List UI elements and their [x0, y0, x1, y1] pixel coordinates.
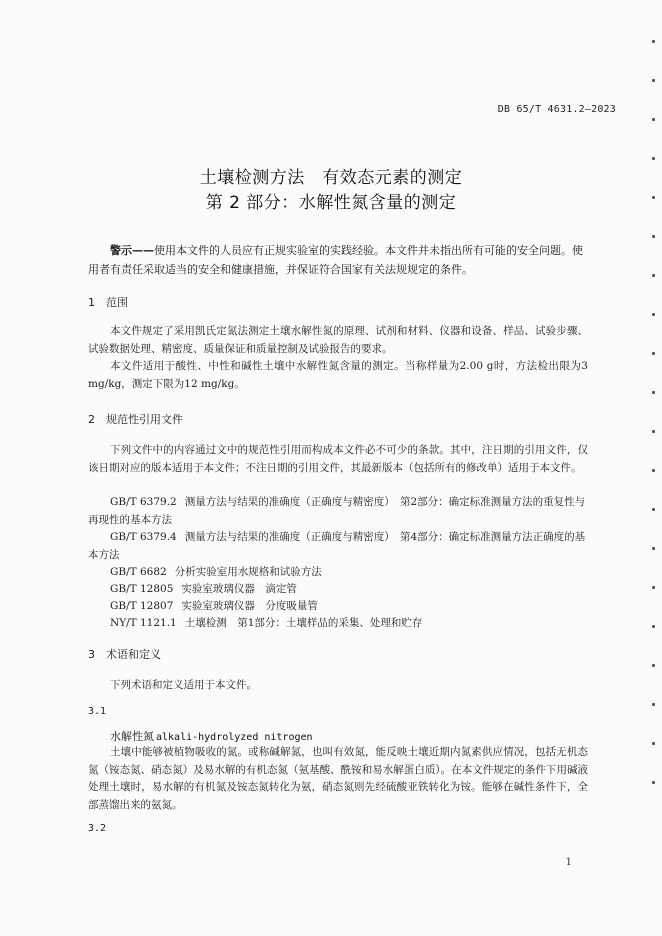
- reference-item: [88, 581, 588, 599]
- terms-intro: 下列术语和定义适用于本文件。: [110, 679, 257, 691]
- warning-lead: 警示——: [110, 244, 154, 257]
- section-number: 2: [88, 413, 95, 426]
- reference-code: GB/T 12807: [110, 600, 174, 612]
- term-number: 3.2: [88, 823, 107, 834]
- reference-code: NY/T 1121.1: [110, 617, 177, 629]
- section-2-heading: [88, 411, 183, 427]
- reference-code: GB/T 6682: [110, 566, 167, 578]
- term-number: 3.1: [88, 706, 107, 717]
- reference-item: [88, 494, 588, 529]
- document-title-line2: 第 2 部分：水解性氮含量的测定: [205, 193, 457, 213]
- term-name: [110, 728, 313, 744]
- reference-code: GB/T 12805: [110, 583, 174, 595]
- term-name-zh: 水解性氮: [110, 730, 154, 743]
- reference-title: 分析实验室用水规格和试验方法: [174, 566, 322, 578]
- scope-paragraph-2: 本文件适用于酸性、中性和碱性土壤中水解性氮含量的测定。当称样量为2.00 g时，方法检出限为3 mg/kg，测定下限为12 mg/kg。: [88, 360, 588, 390]
- reference-title: 土壤检测 第1部分：土壤样品的采集、处理和贮存: [184, 617, 423, 629]
- warning-text: 使用本文件的人员应有正规实验室的实践经验。本文件并未指出所有可能的安全问题。使用者有责任采取适当的安全和健康措施，并保证符合国家有关法规规定的条件。: [88, 244, 583, 276]
- section-title: 范围: [106, 296, 128, 309]
- reference-title: 测量方法与结果的准确度（正确度与精密度） 第4部分：确定标准测量方法正确度的基本方法: [88, 531, 586, 561]
- reference-title: 实验室玻璃仪器 分度吸量管: [181, 600, 318, 612]
- normative-intro: 下列文件中的内容通过文中的规范性引用而构成本文件必不可少的条款。其中，注日期的引用文件，仅该日期对应的版本适用于本文件；不注日期的引用文件，其最新版本（包括所有的修改单）适用于本文件。: [88, 444, 588, 474]
- safety-warning: [88, 241, 588, 279]
- reference-item: [88, 529, 588, 564]
- reference-code: GB/T 6379.2: [110, 496, 177, 508]
- reference-title: 实验室玻璃仪器 滴定管: [181, 583, 297, 595]
- reference-item: [88, 564, 588, 582]
- reference-code: GB/T 6379.4: [110, 531, 177, 543]
- scan-edge-marks: [652, 40, 658, 920]
- section-3-heading: [88, 646, 161, 662]
- section-title: 术语和定义: [106, 648, 161, 661]
- document-title-line1: 土壤检测方法 有效态元素的测定: [199, 168, 463, 188]
- reference-item: [88, 598, 588, 616]
- term-definition: 土壤中能够被植物吸收的氮。或称碱解氮，也叫有效氮，能反映土壤近期内氮素供应情况，包括无机态氮（铵态氮、硝态氮）及易水解的有机态氮（氨基酸、酰铵和易水解蛋白质）。在本文件规定的条件下用碱液处理土壤时，易水解的有机氮及铵态氮转化为氨，硝态氮则先经硫酸亚铁转化为铵。能够在碱性条件下，全部蒸馏出来的氨氮。: [88, 746, 588, 811]
- section-1-heading: [88, 294, 128, 310]
- section-number: 3: [88, 648, 95, 661]
- standard-code: DB 65/T 4631.2—2023: [497, 104, 616, 115]
- page-number: 1: [565, 857, 572, 868]
- reference-title: 测量方法与结果的准确度（正确度与精密度） 第2部分：确定标准测量方法的重复性与再现性的基本方法: [88, 496, 586, 526]
- reference-item: [88, 615, 588, 633]
- section-number: 1: [88, 296, 95, 309]
- section-title: 规范性引用文件: [106, 413, 183, 426]
- scope-paragraph-1: 本文件规定了采用凯氏定氮法测定土壤水解性氮的原理、试剂和材料、仪器和设备、样品、试验步骤、试验数据处理、精密度、质量保证和质量控制及试验报告的要求。: [88, 325, 588, 355]
- term-name-en: alkali-hydrolyzed nitrogen: [156, 732, 313, 743]
